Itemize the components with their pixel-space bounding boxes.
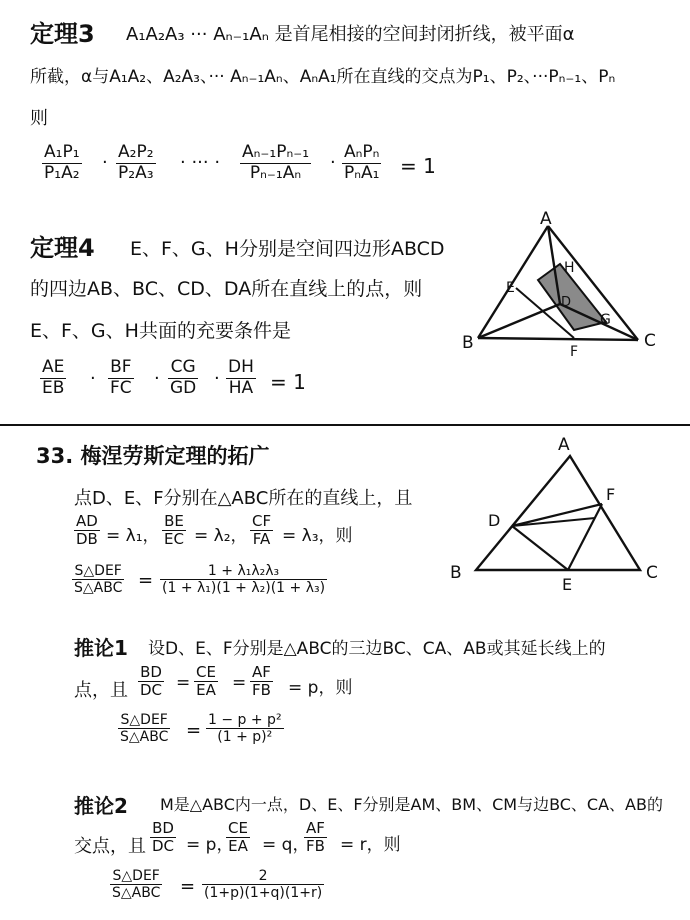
section33-area-ratio-num: S△DEF [74, 563, 122, 579]
theorem4-line1: E、F、G、H分别是空间四边形ABCD [130, 238, 445, 260]
theorem4-fraction-1-num: AE [42, 357, 65, 377]
theorem3-fraction-2-num: A₂P₂ [118, 142, 154, 162]
theorem4-dot-3: · [214, 368, 220, 389]
theorem3-fraction-3-num: Aₙ₋₁Pₙ₋₁ [242, 142, 310, 162]
theorem3-fraction-1 [42, 143, 82, 183]
label-g: G [600, 312, 611, 328]
corollary2-q: = q， [262, 835, 310, 855]
theorem4-line3: E、F、G、H共面的充要条件是 [30, 320, 291, 342]
theorem4-dot-1: · [90, 368, 96, 389]
label-e: E [506, 280, 515, 296]
theorem4-fraction-3-den: GD [170, 377, 197, 398]
theorem4-fraction-3 [168, 358, 198, 398]
label-d: D [561, 295, 572, 310]
theorem3-dot-2: · [330, 152, 336, 173]
corollary2-fraction-af-fb-den: FB [306, 837, 325, 856]
corollary1-fraction-bd-dc [138, 664, 164, 700]
section-divider [0, 424, 690, 426]
label-d: D [488, 511, 501, 530]
theorem3-line2: 所截，α与A₁A₂、A₂A₃、··· Aₙ₋₁Aₙ、AₙA₁所在直线的交点为P₁、P₂、···Pₙ₋₁、Pₙ [30, 67, 616, 87]
edge-bd [478, 304, 560, 338]
corollary1-fraction-af-fb [250, 664, 273, 700]
corollary1-fraction-ce-ea-num: CE [196, 663, 216, 681]
corollary2-title: 推论2 [74, 794, 128, 818]
section33-equals: = [138, 570, 154, 591]
section33-fraction-ad-db-num: AD [76, 512, 98, 530]
section33-fraction-ad-db-den: DB [76, 530, 98, 549]
theorem4-fraction-4 [226, 358, 256, 398]
corollary1-line1: 设D、E、F分别是△ABC的三边BC、CA、AB或其延长线上的 [148, 639, 606, 659]
section33-fraction-ad-db [74, 513, 100, 549]
section33-rhs-den: (1 + λ₁)(1 + λ₂)(1 + λ₃) [162, 580, 326, 597]
corollary2-fraction-bd-dc-num: BD [152, 819, 174, 837]
theorem3-fraction-4 [342, 143, 381, 183]
corollary1-fraction-bd-dc-num: BD [140, 663, 162, 681]
theorem4-fraction-1 [40, 358, 66, 398]
section33-line1: 点D、E、F分别在△ABC所在的直线上，且 [74, 488, 413, 509]
corollary1-title: 推论1 [74, 636, 128, 660]
corollary2-fraction-ce-ea [226, 820, 250, 856]
corollary2-p: = p， [186, 835, 234, 855]
theorem4-dot-2: · [154, 368, 160, 389]
segment-de [512, 526, 568, 570]
section33-lambda1: = λ₁， [106, 526, 160, 546]
section33-fraction-be-ec-num: BE [164, 512, 184, 530]
triangle-abc [476, 456, 640, 570]
theorem3-fraction-1-num: A₁P₁ [44, 142, 80, 162]
corollary1-equals-a: = [176, 673, 191, 693]
segment-fe [568, 504, 602, 570]
theorem3-fraction-4-den: PₙA₁ [344, 162, 380, 183]
corollary2-r: = r，则 [340, 835, 401, 855]
theorem3-fraction-3-den: Pₙ₋₁Aₙ [240, 163, 311, 184]
corollary2-fraction-ce-ea-num: CE [228, 819, 248, 837]
triangle-def-diagram [440, 432, 680, 592]
theorem4-fraction-2 [108, 358, 134, 398]
corollary1-fraction-ce-ea-den: EA [194, 681, 218, 699]
corollary1-area-ratio-num: S△DEF [120, 712, 168, 728]
corollary2-line2-start: 交点，且 [74, 836, 146, 857]
section33-fraction-cf-fa [250, 513, 273, 549]
theorem3-equals: = 1 [400, 154, 436, 178]
section33-lambda2: = λ₂， [194, 526, 248, 546]
section33-title: 33. 梅涅劳斯定理的拓广 [36, 444, 270, 468]
section33-fraction-cf-fa-num: CF [252, 512, 272, 530]
corollary1-rhs-den: (1 + p)² [206, 728, 284, 745]
corollary2-area-ratio-num: S△DEF [112, 868, 160, 884]
label-h: H [564, 260, 575, 276]
corollary1-line2-start: 点，且 [74, 680, 128, 701]
section33-fraction-be-ec [162, 513, 186, 549]
theorem4-fraction-3-num: CG [170, 357, 196, 377]
label-e: E [562, 575, 573, 592]
corollary1-fraction-af-fb-den: FB [252, 681, 271, 700]
theorem3-line3: 则 [30, 108, 48, 129]
theorem4-fraction-2-num: BF [110, 357, 132, 377]
corollary2-area-ratio-den: S△ABC [112, 885, 161, 902]
section33-lambda3: = λ₃，则 [282, 526, 353, 546]
theorem3-fraction-4-num: AₙPₙ [344, 142, 380, 162]
theorem3-dots: · ··· · [180, 152, 221, 173]
corollary2-equals: = [180, 876, 196, 897]
corollary2-rhs-num: 2 [258, 868, 268, 884]
label-a: A [540, 209, 552, 229]
corollary2-rhs [202, 868, 324, 901]
label-f: F [606, 485, 616, 504]
corollary2-fraction-af-fb [304, 820, 327, 856]
label-c: C [646, 563, 658, 583]
edge-bc [478, 338, 638, 340]
theorem4-fraction-4-num: DH [228, 357, 254, 377]
corollary2-fraction-bd-dc [150, 820, 176, 856]
theorem3-fraction-2-den: P₂A₃ [118, 162, 154, 183]
corollary1-fraction-af-fb-num: AF [252, 663, 271, 681]
corollary2-area-ratio [110, 868, 162, 901]
segment-df [512, 504, 602, 526]
corollary2-fraction-af-fb-num: AF [306, 819, 325, 837]
theorem3-line1: A₁A₂A₃ ··· Aₙ₋₁Aₙ 是首尾相接的空间封闭折线，被平面α [126, 24, 575, 45]
corollary1-area-ratio-den: S△ABC [120, 729, 169, 746]
theorem3-fraction-2 [116, 143, 156, 183]
theorem3-fraction-3 [240, 143, 311, 183]
label-b: B [450, 563, 462, 583]
theorem3-dot-1: · [102, 152, 108, 173]
theorem3-fraction-1-den: P₁A₂ [44, 162, 80, 183]
label-c: C [644, 331, 656, 351]
theorem3-title: 定理3 [30, 20, 95, 48]
theorem4-equals: = 1 [270, 370, 306, 394]
spatial-quadrilateral-diagram [460, 208, 670, 358]
section33-area-ratio [72, 563, 124, 596]
corollary1-rhs [206, 712, 284, 745]
label-b: B [462, 333, 474, 353]
theorem4-line2: 的四边AB、BC、CD、DA所在直线上的点，则 [30, 278, 423, 300]
theorem4-fraction-2-den: FC [110, 377, 132, 398]
corollary1-rhs-num: 1 − p + p² [208, 712, 282, 728]
section33-fraction-cf-fa-den: FA [250, 530, 273, 548]
corollary1-equals-b: = [232, 673, 247, 693]
section33-fraction-be-ec-den: EC [164, 530, 184, 549]
corollary2-rhs-den: (1+p)(1+q)(1+r) [204, 885, 323, 902]
corollary2-fraction-bd-dc-den: DC [152, 837, 175, 856]
corollary2-fraction-ce-ea-den: EA [226, 837, 250, 855]
corollary1-fraction-ce-ea [194, 664, 218, 700]
theorem4-fraction-4-den: HA [226, 378, 256, 399]
corollary1-p-tail: = p，则 [288, 678, 353, 698]
section33-area-ratio-den: S△ABC [74, 580, 123, 597]
section33-rhs [160, 563, 327, 596]
corollary2-line1: M是△ABC内一点，D、E、F分别是AM、BM、CM与边BC、CA、AB的 [160, 795, 663, 814]
label-f: F [570, 344, 579, 358]
theorem4-title: 定理4 [30, 234, 95, 262]
label-a: A [558, 435, 570, 455]
section33-rhs-num: 1 + λ₁λ₂λ₃ [207, 563, 280, 579]
corollary1-area-ratio [118, 712, 170, 745]
corollary1-fraction-bd-dc-den: DC [140, 681, 163, 700]
theorem4-fraction-1-den: EB [42, 377, 65, 398]
corollary1-equals: = [186, 720, 202, 741]
